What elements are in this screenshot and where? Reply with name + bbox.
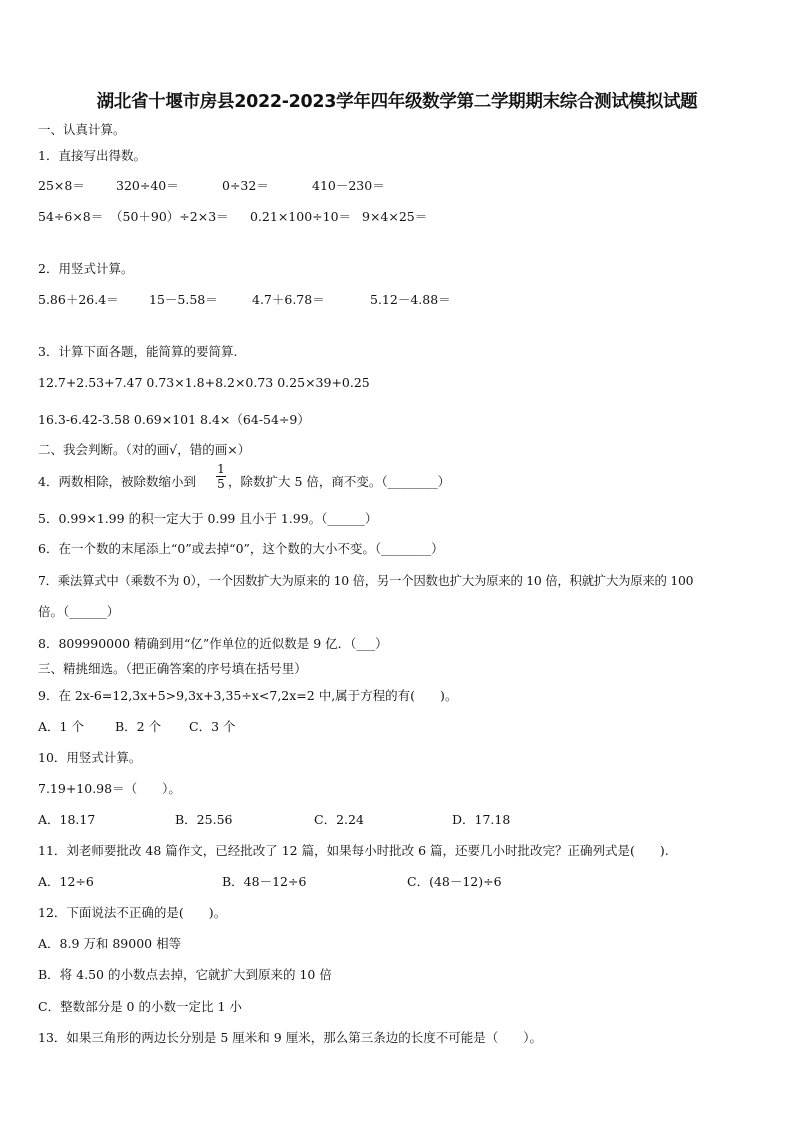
question-3-label: 3．计算下面各题，能简算的要简算. [38, 344, 238, 359]
question-7-line-1: 7．乘法算式中（乘数不为 0），一个因数扩大为原来的 10 倍，另一个因数也扩大为原来的 10 倍，积就扩大为原来的 100 [38, 573, 694, 588]
question-3-row-2: 16.3-6.42-3.58 0.69×101 8.4×（64-54÷9） [38, 412, 310, 427]
question-1-row-1 [38, 178, 458, 194]
question-1-row-2 [38, 209, 458, 225]
page-title: 湖北省十堰市房县2022-2023学年四年级数学第二学期期末综合测试模拟试题 [96, 92, 698, 112]
question-10-options [38, 812, 538, 828]
question-3-row-1: 12.7+2.53+7.47 0.73×1.8+8.2×0.73 0.25×39+0.25 [38, 375, 370, 390]
question-11-stem: 11．刘老师要批改 48 篇作文，已经批改了 12 篇，如果每小时批改 6 篇，还要几小时批改完？正确列式是( ). [38, 843, 669, 858]
question-12-option-a: A．8.9 万和 89000 相等 [38, 936, 182, 951]
expression: 54÷6×8＝ [38, 209, 104, 224]
expression: 4.7＋6.78＝ [252, 292, 325, 307]
expression: 0.21×100÷10＝ [250, 209, 352, 224]
question-10-label: 10．用竖式计算。 [38, 750, 142, 765]
question-4 [38, 462, 498, 492]
fraction-numerator: 1 [217, 462, 225, 476]
option-b: B．48－12÷6 [222, 874, 307, 889]
question-5: 5．0.99×1.99 的积一定大于 0.99 且小于 1.99。（______） [38, 511, 378, 526]
fraction-one-fifth [216, 462, 226, 491]
expression: 25×8＝ [38, 178, 85, 193]
expression: 15－5.58＝ [149, 292, 218, 307]
option-c: C．(48－12)÷6 [407, 874, 502, 889]
option-a: A．12÷6 [38, 874, 94, 889]
expression: 5.12－4.88＝ [370, 292, 451, 307]
option-b: B．25.56 [175, 812, 233, 827]
question-4-text-before: 4．两数相除，被除数缩小到 [38, 474, 196, 489]
expression: （50＋90）÷2×3＝ [110, 209, 229, 224]
section-heading-2: 二、我会判断。（对的画√，错的画×） [38, 442, 251, 457]
question-11-options [38, 874, 538, 890]
question-6: 6．在一个数的末尾添上“0”或去掉“0”，这个数的大小不变。（________） [38, 541, 444, 556]
expression: 5.86＋26.4＝ [38, 292, 119, 307]
option-c: C．2.24 [314, 812, 364, 827]
question-8: 8．809990000 精确到用“亿”作单位的近似数是 9 亿．（___） [38, 636, 388, 651]
question-12-stem: 12．下面说法不正确的是( )。 [38, 905, 227, 920]
option-a: A．18.17 [38, 812, 96, 827]
fraction-denominator: 5 [217, 477, 225, 491]
question-9-options [38, 719, 278, 735]
question-2-row [38, 292, 468, 308]
option-d: D．17.18 [452, 812, 511, 827]
question-1-label: 1．直接写出得数。 [38, 148, 146, 163]
question-10-stem: 7.19+10.98＝（ ）。 [38, 781, 181, 796]
option-a: A．1 个 [38, 719, 84, 734]
question-9-stem: 9．在 2x-6=12,3x+5>9,3x+3,35÷x<7,2x=2 中,属于方程的有( )。 [38, 688, 458, 703]
section-heading-3: 三、精挑细选。（把正确答案的序号填在括号里） [38, 661, 307, 676]
expression: 410－230＝ [312, 178, 385, 193]
section-heading-1: 一、认真计算。 [38, 122, 126, 137]
question-12-option-b: B．将 4.50 的小数点去掉，它就扩大到原来的 10 倍 [38, 967, 332, 982]
expression: 0÷32＝ [222, 178, 269, 193]
question-4-text-after: ，除数扩大 5 倍，商不变。（________） [228, 474, 451, 489]
option-b: B．2 个 [115, 719, 162, 734]
question-12-option-c: C．整数部分是 0 的小数一定比 1 小 [38, 999, 242, 1014]
option-c: C．3 个 [189, 719, 236, 734]
expression: 320÷40＝ [116, 178, 179, 193]
question-7-line-2: 倍。（______） [38, 604, 120, 619]
question-2-label: 2．用竖式计算。 [38, 261, 134, 276]
question-13-stem: 13．如果三角形的两边长分别是 5 厘米和 9 厘米，那么第三条边的长度不可能是（ ）。 [38, 1030, 542, 1045]
expression: 9×4×25＝ [362, 209, 428, 224]
